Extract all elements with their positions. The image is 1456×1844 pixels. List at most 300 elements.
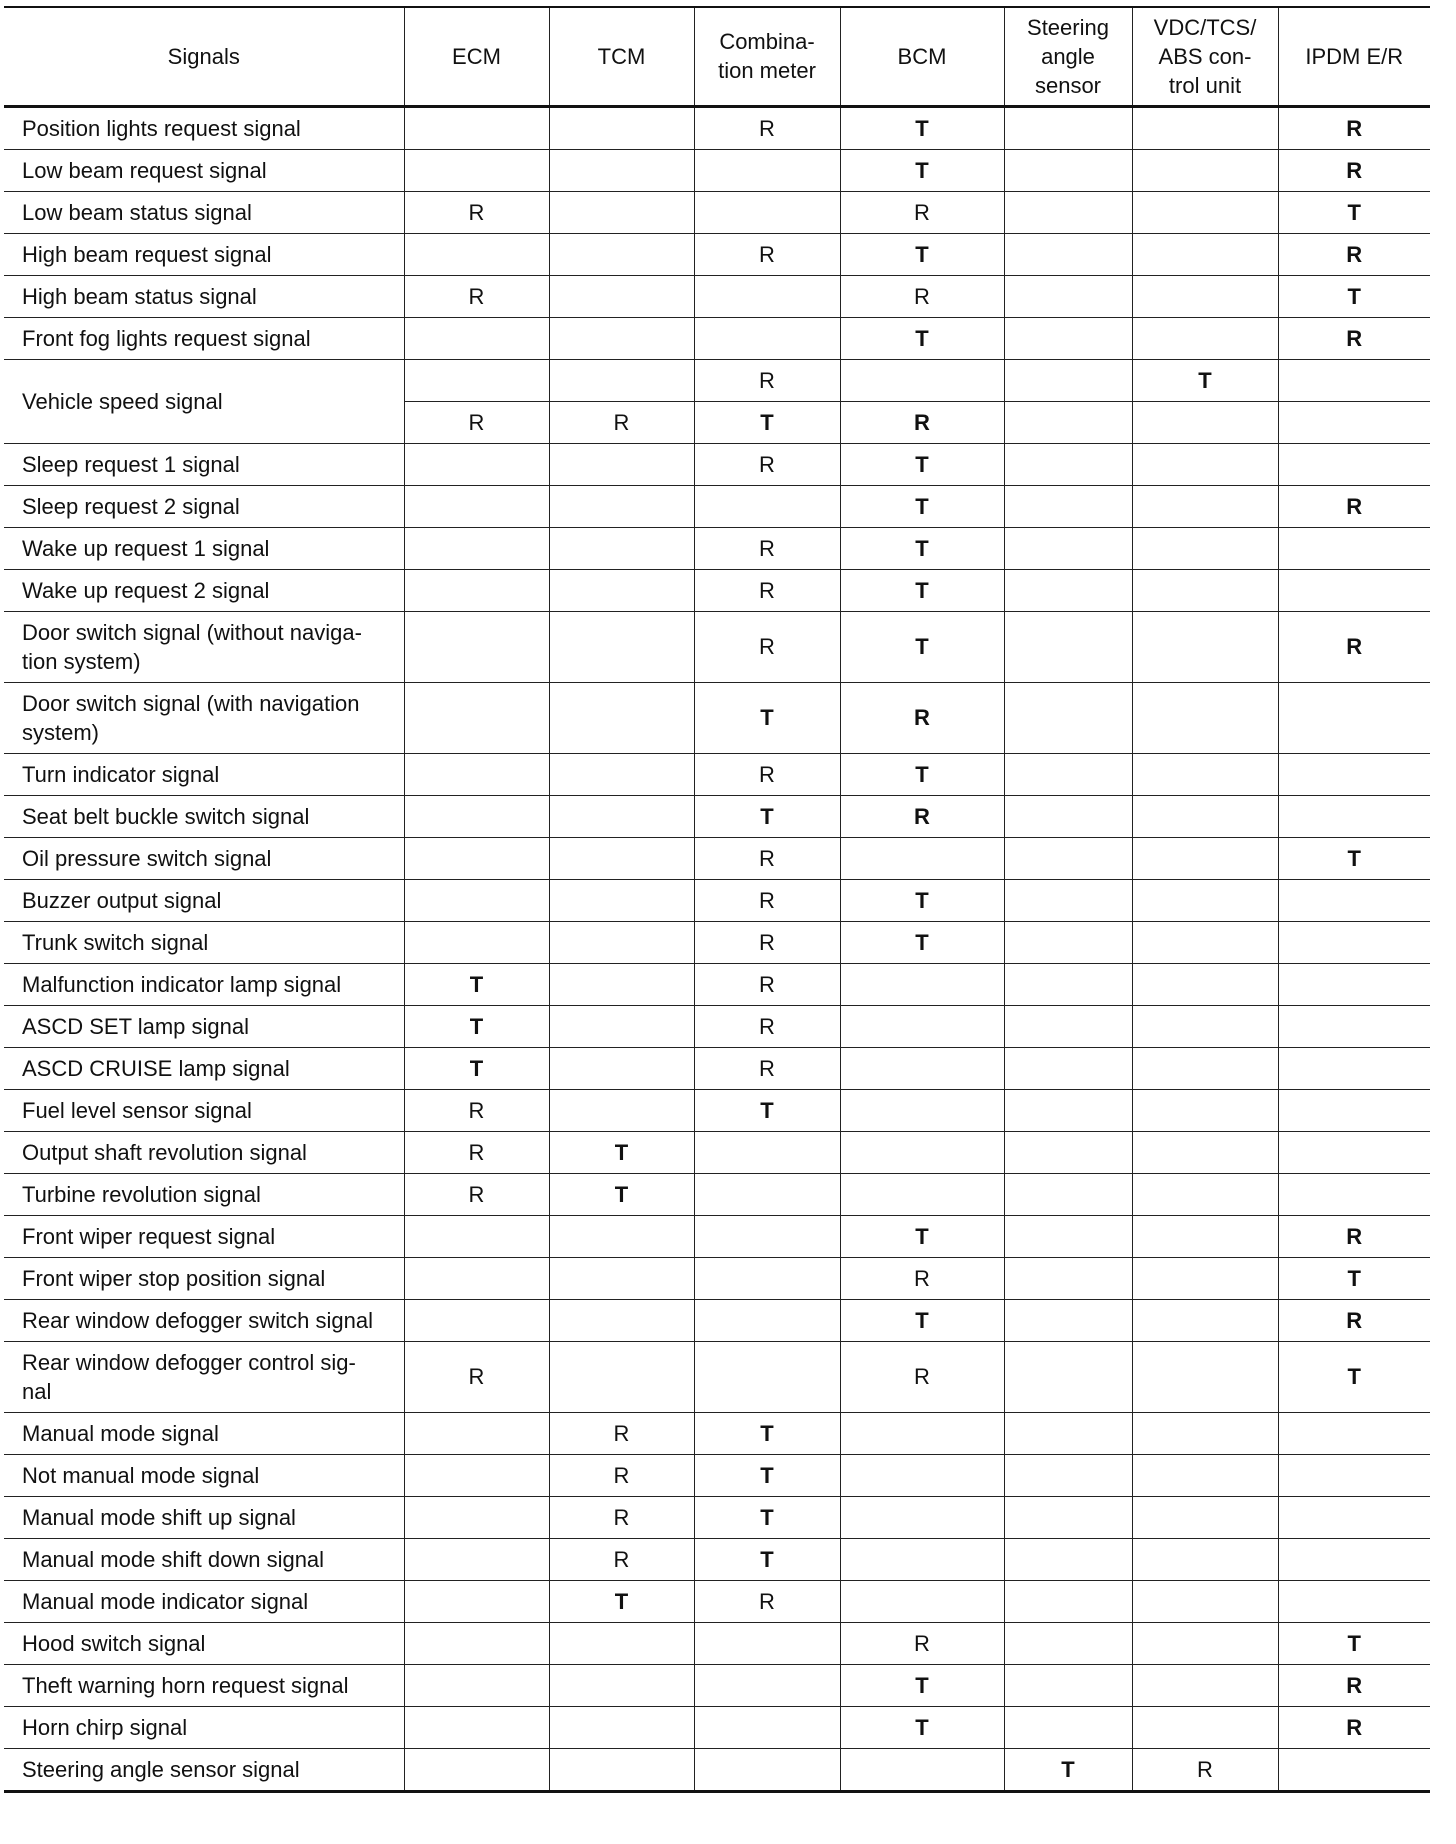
- cell-combination-meter: T: [694, 1412, 840, 1454]
- signal-name: Sleep request 2 signal: [4, 485, 404, 527]
- cell-tcm: [549, 275, 694, 317]
- cell-vdc-tcs-abs: [1132, 611, 1278, 682]
- cell-ipdm-er: [1278, 1496, 1430, 1538]
- header-combination-meter: Combina- tion meter: [694, 7, 840, 106]
- cell-steering-angle-sensor: [1004, 149, 1132, 191]
- table-row: [4, 1538, 1430, 1580]
- table-row: [4, 1215, 1430, 1257]
- cell-ipdm-er: R: [1278, 149, 1430, 191]
- cell-vdc-tcs-abs: T: [1132, 359, 1278, 401]
- cell-ecm: [404, 1622, 549, 1664]
- header-tcm: TCM: [549, 7, 694, 106]
- cell-ecm: R: [404, 1131, 549, 1173]
- signal-name: High beam request signal: [4, 233, 404, 275]
- cell-ipdm-er: [1278, 401, 1430, 443]
- cell-combination-meter: T: [694, 1496, 840, 1538]
- cell-vdc-tcs-abs: [1132, 837, 1278, 879]
- table-row: [4, 753, 1430, 795]
- cell-ecm: T: [404, 1047, 549, 1089]
- cell-ecm: R: [404, 401, 549, 443]
- cell-combination-meter: [694, 1173, 840, 1215]
- can-signal-table: [4, 6, 1430, 1793]
- cell-tcm: R: [549, 1538, 694, 1580]
- cell-bcm: [840, 1173, 1004, 1215]
- signal-name: Steering angle sensor signal: [4, 1748, 404, 1791]
- signal-name: ASCD SET lamp signal: [4, 1005, 404, 1047]
- cell-tcm: [549, 569, 694, 611]
- signal-name: Horn chirp signal: [4, 1706, 404, 1748]
- table-row: [4, 921, 1430, 963]
- cell-combination-meter: [694, 1706, 840, 1748]
- cell-bcm: [840, 837, 1004, 879]
- cell-steering-angle-sensor: [1004, 921, 1132, 963]
- cell-vdc-tcs-abs: [1132, 1341, 1278, 1412]
- table-row: [4, 879, 1430, 921]
- cell-steering-angle-sensor: [1004, 317, 1132, 359]
- cell-steering-angle-sensor: [1004, 443, 1132, 485]
- cell-tcm: [549, 921, 694, 963]
- cell-ecm: T: [404, 1005, 549, 1047]
- cell-ipdm-er: R: [1278, 106, 1430, 149]
- cell-bcm: [840, 1580, 1004, 1622]
- cell-vdc-tcs-abs: [1132, 1622, 1278, 1664]
- table-row: [4, 1047, 1430, 1089]
- table-row: [4, 1412, 1430, 1454]
- cell-steering-angle-sensor: [1004, 837, 1132, 879]
- signal-name: Not manual mode signal: [4, 1454, 404, 1496]
- signal-name: Seat belt buckle switch signal: [4, 795, 404, 837]
- cell-steering-angle-sensor: [1004, 1005, 1132, 1047]
- cell-bcm: R: [840, 1341, 1004, 1412]
- cell-steering-angle-sensor: [1004, 359, 1132, 401]
- table-row: [4, 485, 1430, 527]
- cell-combination-meter: T: [694, 682, 840, 753]
- cell-ecm: [404, 106, 549, 149]
- table-row: [4, 611, 1430, 682]
- header-signals: Signals: [4, 7, 404, 106]
- signal-name: Malfunction indicator lamp signal: [4, 963, 404, 1005]
- cell-combination-meter: R: [694, 1005, 840, 1047]
- cell-ipdm-er: [1278, 1173, 1430, 1215]
- cell-ipdm-er: R: [1278, 317, 1430, 359]
- table-row: [4, 1131, 1430, 1173]
- cell-bcm: T: [840, 1299, 1004, 1341]
- table-row: [4, 106, 1430, 149]
- cell-vdc-tcs-abs: [1132, 1089, 1278, 1131]
- cell-steering-angle-sensor: [1004, 682, 1132, 753]
- table-row: [4, 317, 1430, 359]
- cell-bcm: T: [840, 233, 1004, 275]
- cell-ipdm-er: R: [1278, 1706, 1430, 1748]
- cell-tcm: [549, 1706, 694, 1748]
- cell-bcm: [840, 359, 1004, 401]
- cell-vdc-tcs-abs: [1132, 1299, 1278, 1341]
- cell-steering-angle-sensor: [1004, 1538, 1132, 1580]
- cell-vdc-tcs-abs: [1132, 1257, 1278, 1299]
- cell-bcm: [840, 1496, 1004, 1538]
- signal-name: Position lights request signal: [4, 106, 404, 149]
- cell-vdc-tcs-abs: [1132, 1454, 1278, 1496]
- table-row: [4, 1706, 1430, 1748]
- cell-combination-meter: R: [694, 837, 840, 879]
- cell-combination-meter: [694, 1299, 840, 1341]
- cell-tcm: [549, 106, 694, 149]
- cell-steering-angle-sensor: [1004, 879, 1132, 921]
- cell-vdc-tcs-abs: [1132, 1173, 1278, 1215]
- cell-ipdm-er: R: [1278, 1299, 1430, 1341]
- cell-vdc-tcs-abs: [1132, 879, 1278, 921]
- cell-combination-meter: [694, 1215, 840, 1257]
- cell-tcm: [549, 682, 694, 753]
- cell-steering-angle-sensor: [1004, 795, 1132, 837]
- cell-tcm: [549, 837, 694, 879]
- cell-bcm: R: [840, 191, 1004, 233]
- signal-name: Manual mode shift up signal: [4, 1496, 404, 1538]
- cell-ipdm-er: [1278, 1089, 1430, 1131]
- cell-ipdm-er: [1278, 1454, 1430, 1496]
- table-row: [4, 682, 1430, 753]
- cell-tcm: [549, 795, 694, 837]
- table-row: [4, 527, 1430, 569]
- cell-ecm: [404, 611, 549, 682]
- cell-bcm: [840, 1131, 1004, 1173]
- table-header: [4, 7, 1430, 106]
- cell-combination-meter: [694, 1341, 840, 1412]
- cell-ecm: [404, 569, 549, 611]
- cell-ecm: R: [404, 1341, 549, 1412]
- cell-steering-angle-sensor: [1004, 191, 1132, 233]
- table-row: [4, 1089, 1430, 1131]
- cell-ipdm-er: T: [1278, 275, 1430, 317]
- header-row: [4, 7, 1430, 106]
- cell-tcm: [549, 1005, 694, 1047]
- table-row: [4, 1299, 1430, 1341]
- table-body: [4, 106, 1430, 1791]
- signal-name: Manual mode signal: [4, 1412, 404, 1454]
- signal-name: Front wiper request signal: [4, 1215, 404, 1257]
- cell-vdc-tcs-abs: [1132, 191, 1278, 233]
- cell-vdc-tcs-abs: [1132, 275, 1278, 317]
- cell-steering-angle-sensor: [1004, 1580, 1132, 1622]
- cell-vdc-tcs-abs: [1132, 1047, 1278, 1089]
- cell-ipdm-er: T: [1278, 1257, 1430, 1299]
- cell-ipdm-er: [1278, 359, 1430, 401]
- header-ecm: ECM: [404, 7, 549, 106]
- cell-tcm: R: [549, 1496, 694, 1538]
- signal-name: Sleep request 1 signal: [4, 443, 404, 485]
- cell-combination-meter: [694, 1257, 840, 1299]
- cell-ipdm-er: R: [1278, 485, 1430, 527]
- cell-vdc-tcs-abs: [1132, 233, 1278, 275]
- cell-ecm: [404, 359, 549, 401]
- cell-bcm: R: [840, 275, 1004, 317]
- cell-bcm: R: [840, 795, 1004, 837]
- signal-name: Hood switch signal: [4, 1622, 404, 1664]
- cell-ecm: [404, 1748, 549, 1791]
- cell-ipdm-er: [1278, 879, 1430, 921]
- table-row: [4, 1454, 1430, 1496]
- cell-tcm: [549, 1341, 694, 1412]
- cell-ipdm-er: T: [1278, 1622, 1430, 1664]
- cell-ecm: [404, 795, 549, 837]
- cell-ipdm-er: [1278, 1005, 1430, 1047]
- cell-ipdm-er: [1278, 795, 1430, 837]
- cell-steering-angle-sensor: [1004, 106, 1132, 149]
- cell-combination-meter: R: [694, 879, 840, 921]
- table-row: [4, 1496, 1430, 1538]
- table-row: [4, 1622, 1430, 1664]
- signal-name: Vehicle speed signal: [4, 359, 404, 443]
- cell-ipdm-er: T: [1278, 1341, 1430, 1412]
- cell-combination-meter: [694, 485, 840, 527]
- cell-vdc-tcs-abs: [1132, 1005, 1278, 1047]
- cell-steering-angle-sensor: [1004, 1047, 1132, 1089]
- cell-ipdm-er: [1278, 1047, 1430, 1089]
- cell-ipdm-er: [1278, 1748, 1430, 1791]
- cell-tcm: [549, 611, 694, 682]
- cell-ecm: [404, 1664, 549, 1706]
- cell-ecm: [404, 1299, 549, 1341]
- signal-name: Output shaft revolution signal: [4, 1131, 404, 1173]
- cell-ecm: [404, 837, 549, 879]
- cell-ecm: [404, 1454, 549, 1496]
- cell-combination-meter: R: [694, 1580, 840, 1622]
- cell-ipdm-er: [1278, 682, 1430, 753]
- cell-combination-meter: [694, 317, 840, 359]
- cell-vdc-tcs-abs: R: [1132, 1748, 1278, 1791]
- cell-ecm: [404, 682, 549, 753]
- header-bcm: BCM: [840, 7, 1004, 106]
- cell-steering-angle-sensor: [1004, 611, 1132, 682]
- signal-name: Low beam status signal: [4, 191, 404, 233]
- cell-vdc-tcs-abs: [1132, 149, 1278, 191]
- cell-ecm: R: [404, 191, 549, 233]
- cell-ipdm-er: R: [1278, 1215, 1430, 1257]
- cell-ipdm-er: [1278, 1131, 1430, 1173]
- table-row: [4, 1257, 1430, 1299]
- cell-steering-angle-sensor: [1004, 485, 1132, 527]
- cell-ipdm-er: T: [1278, 837, 1430, 879]
- cell-bcm: [840, 1454, 1004, 1496]
- cell-combination-meter: R: [694, 569, 840, 611]
- cell-combination-meter: R: [694, 443, 840, 485]
- cell-ecm: [404, 753, 549, 795]
- cell-bcm: T: [840, 611, 1004, 682]
- cell-combination-meter: [694, 191, 840, 233]
- cell-ecm: [404, 1706, 549, 1748]
- cell-steering-angle-sensor: [1004, 963, 1132, 1005]
- signal-name: Door switch signal (without naviga- tion system): [4, 611, 404, 682]
- cell-vdc-tcs-abs: [1132, 485, 1278, 527]
- cell-combination-meter: R: [694, 106, 840, 149]
- signal-name: Buzzer output signal: [4, 879, 404, 921]
- cell-steering-angle-sensor: [1004, 1341, 1132, 1412]
- cell-bcm: T: [840, 443, 1004, 485]
- cell-ipdm-er: R: [1278, 611, 1430, 682]
- table-row: [4, 233, 1430, 275]
- cell-bcm: [840, 1412, 1004, 1454]
- header-vdc-tcs-abs-control-unit: VDC/TCS/ ABS con- trol unit: [1132, 7, 1278, 106]
- cell-vdc-tcs-abs: [1132, 443, 1278, 485]
- table-row: [4, 443, 1430, 485]
- signal-name: Wake up request 1 signal: [4, 527, 404, 569]
- cell-ecm: [404, 527, 549, 569]
- cell-bcm: R: [840, 682, 1004, 753]
- cell-vdc-tcs-abs: [1132, 317, 1278, 359]
- cell-bcm: T: [840, 1706, 1004, 1748]
- cell-bcm: T: [840, 106, 1004, 149]
- cell-tcm: [549, 1215, 694, 1257]
- cell-tcm: [549, 1622, 694, 1664]
- table-row: [4, 837, 1430, 879]
- cell-vdc-tcs-abs: [1132, 401, 1278, 443]
- cell-vdc-tcs-abs: [1132, 963, 1278, 1005]
- cell-tcm: T: [549, 1131, 694, 1173]
- cell-tcm: T: [549, 1580, 694, 1622]
- cell-combination-meter: R: [694, 1047, 840, 1089]
- table-row: [4, 1005, 1430, 1047]
- cell-combination-meter: [694, 1748, 840, 1791]
- cell-bcm: R: [840, 1257, 1004, 1299]
- cell-tcm: [549, 317, 694, 359]
- cell-ipdm-er: [1278, 443, 1430, 485]
- cell-vdc-tcs-abs: [1132, 1580, 1278, 1622]
- cell-tcm: R: [549, 1454, 694, 1496]
- header-steering-angle-sensor: Steering angle sensor: [1004, 7, 1132, 106]
- cell-tcm: [549, 233, 694, 275]
- cell-tcm: [549, 1047, 694, 1089]
- cell-ipdm-er: [1278, 921, 1430, 963]
- cell-steering-angle-sensor: [1004, 1299, 1132, 1341]
- cell-bcm: T: [840, 753, 1004, 795]
- cell-ecm: [404, 879, 549, 921]
- cell-bcm: [840, 1047, 1004, 1089]
- cell-combination-meter: R: [694, 233, 840, 275]
- signal-name: Door switch signal (with navigation system): [4, 682, 404, 753]
- cell-ipdm-er: R: [1278, 1664, 1430, 1706]
- cell-steering-angle-sensor: [1004, 1622, 1132, 1664]
- cell-ipdm-er: [1278, 569, 1430, 611]
- cell-steering-angle-sensor: [1004, 1496, 1132, 1538]
- signal-name: Rear window defogger control sig- nal: [4, 1341, 404, 1412]
- header-ipdm-er: IPDM E/R: [1278, 7, 1430, 106]
- cell-bcm: T: [840, 1215, 1004, 1257]
- cell-tcm: [549, 1089, 694, 1131]
- cell-bcm: T: [840, 317, 1004, 359]
- cell-vdc-tcs-abs: [1132, 921, 1278, 963]
- cell-bcm: T: [840, 527, 1004, 569]
- cell-vdc-tcs-abs: [1132, 527, 1278, 569]
- signal-name: Manual mode shift down signal: [4, 1538, 404, 1580]
- cell-steering-angle-sensor: [1004, 753, 1132, 795]
- cell-bcm: [840, 1538, 1004, 1580]
- table-row: [4, 359, 1430, 401]
- cell-vdc-tcs-abs: [1132, 1664, 1278, 1706]
- table-row: [4, 963, 1430, 1005]
- cell-steering-angle-sensor: [1004, 1257, 1132, 1299]
- cell-tcm: R: [549, 1412, 694, 1454]
- cell-steering-angle-sensor: [1004, 1454, 1132, 1496]
- cell-combination-meter: T: [694, 401, 840, 443]
- cell-combination-meter: [694, 149, 840, 191]
- cell-tcm: [549, 443, 694, 485]
- cell-combination-meter: R: [694, 359, 840, 401]
- cell-ecm: [404, 1257, 549, 1299]
- cell-vdc-tcs-abs: [1132, 569, 1278, 611]
- cell-combination-meter: T: [694, 1089, 840, 1131]
- cell-tcm: [549, 1299, 694, 1341]
- cell-tcm: [549, 359, 694, 401]
- cell-ecm: R: [404, 1089, 549, 1131]
- cell-vdc-tcs-abs: [1132, 1215, 1278, 1257]
- cell-steering-angle-sensor: [1004, 1131, 1132, 1173]
- cell-steering-angle-sensor: [1004, 527, 1132, 569]
- table-row: [4, 275, 1430, 317]
- signal-name: Front fog lights request signal: [4, 317, 404, 359]
- cell-ipdm-er: T: [1278, 191, 1430, 233]
- cell-combination-meter: R: [694, 921, 840, 963]
- cell-vdc-tcs-abs: [1132, 106, 1278, 149]
- cell-tcm: [549, 485, 694, 527]
- cell-vdc-tcs-abs: [1132, 753, 1278, 795]
- cell-tcm: [549, 879, 694, 921]
- cell-bcm: [840, 1089, 1004, 1131]
- cell-ipdm-er: [1278, 1580, 1430, 1622]
- cell-ecm: [404, 233, 549, 275]
- cell-tcm: [549, 1257, 694, 1299]
- cell-tcm: [549, 527, 694, 569]
- cell-ipdm-er: [1278, 963, 1430, 1005]
- table-row: [4, 1748, 1430, 1791]
- cell-bcm: R: [840, 401, 1004, 443]
- cell-combination-meter: T: [694, 795, 840, 837]
- cell-ecm: T: [404, 963, 549, 1005]
- cell-bcm: T: [840, 569, 1004, 611]
- signal-name: Front wiper stop position signal: [4, 1257, 404, 1299]
- cell-tcm: [549, 753, 694, 795]
- signal-name: Fuel level sensor signal: [4, 1089, 404, 1131]
- cell-combination-meter: [694, 275, 840, 317]
- cell-ecm: [404, 1412, 549, 1454]
- cell-combination-meter: [694, 1622, 840, 1664]
- cell-bcm: T: [840, 921, 1004, 963]
- cell-combination-meter: [694, 1131, 840, 1173]
- cell-vdc-tcs-abs: [1132, 1412, 1278, 1454]
- cell-tcm: [549, 1748, 694, 1791]
- signal-name: Oil pressure switch signal: [4, 837, 404, 879]
- table-row: [4, 1341, 1430, 1412]
- table-row: [4, 149, 1430, 191]
- cell-bcm: T: [840, 879, 1004, 921]
- table-row: [4, 1664, 1430, 1706]
- cell-tcm: [549, 149, 694, 191]
- cell-vdc-tcs-abs: [1132, 795, 1278, 837]
- cell-steering-angle-sensor: [1004, 233, 1132, 275]
- cell-ecm: [404, 1538, 549, 1580]
- cell-steering-angle-sensor: [1004, 1089, 1132, 1131]
- signal-name: High beam status signal: [4, 275, 404, 317]
- cell-bcm: T: [840, 485, 1004, 527]
- cell-tcm: T: [549, 1173, 694, 1215]
- cell-vdc-tcs-abs: [1132, 1538, 1278, 1580]
- cell-ecm: [404, 1215, 549, 1257]
- table-row: [4, 1580, 1430, 1622]
- cell-ecm: [404, 317, 549, 359]
- cell-bcm: R: [840, 1622, 1004, 1664]
- signal-name: Turn indicator signal: [4, 753, 404, 795]
- cell-vdc-tcs-abs: [1132, 1131, 1278, 1173]
- cell-ecm: [404, 149, 549, 191]
